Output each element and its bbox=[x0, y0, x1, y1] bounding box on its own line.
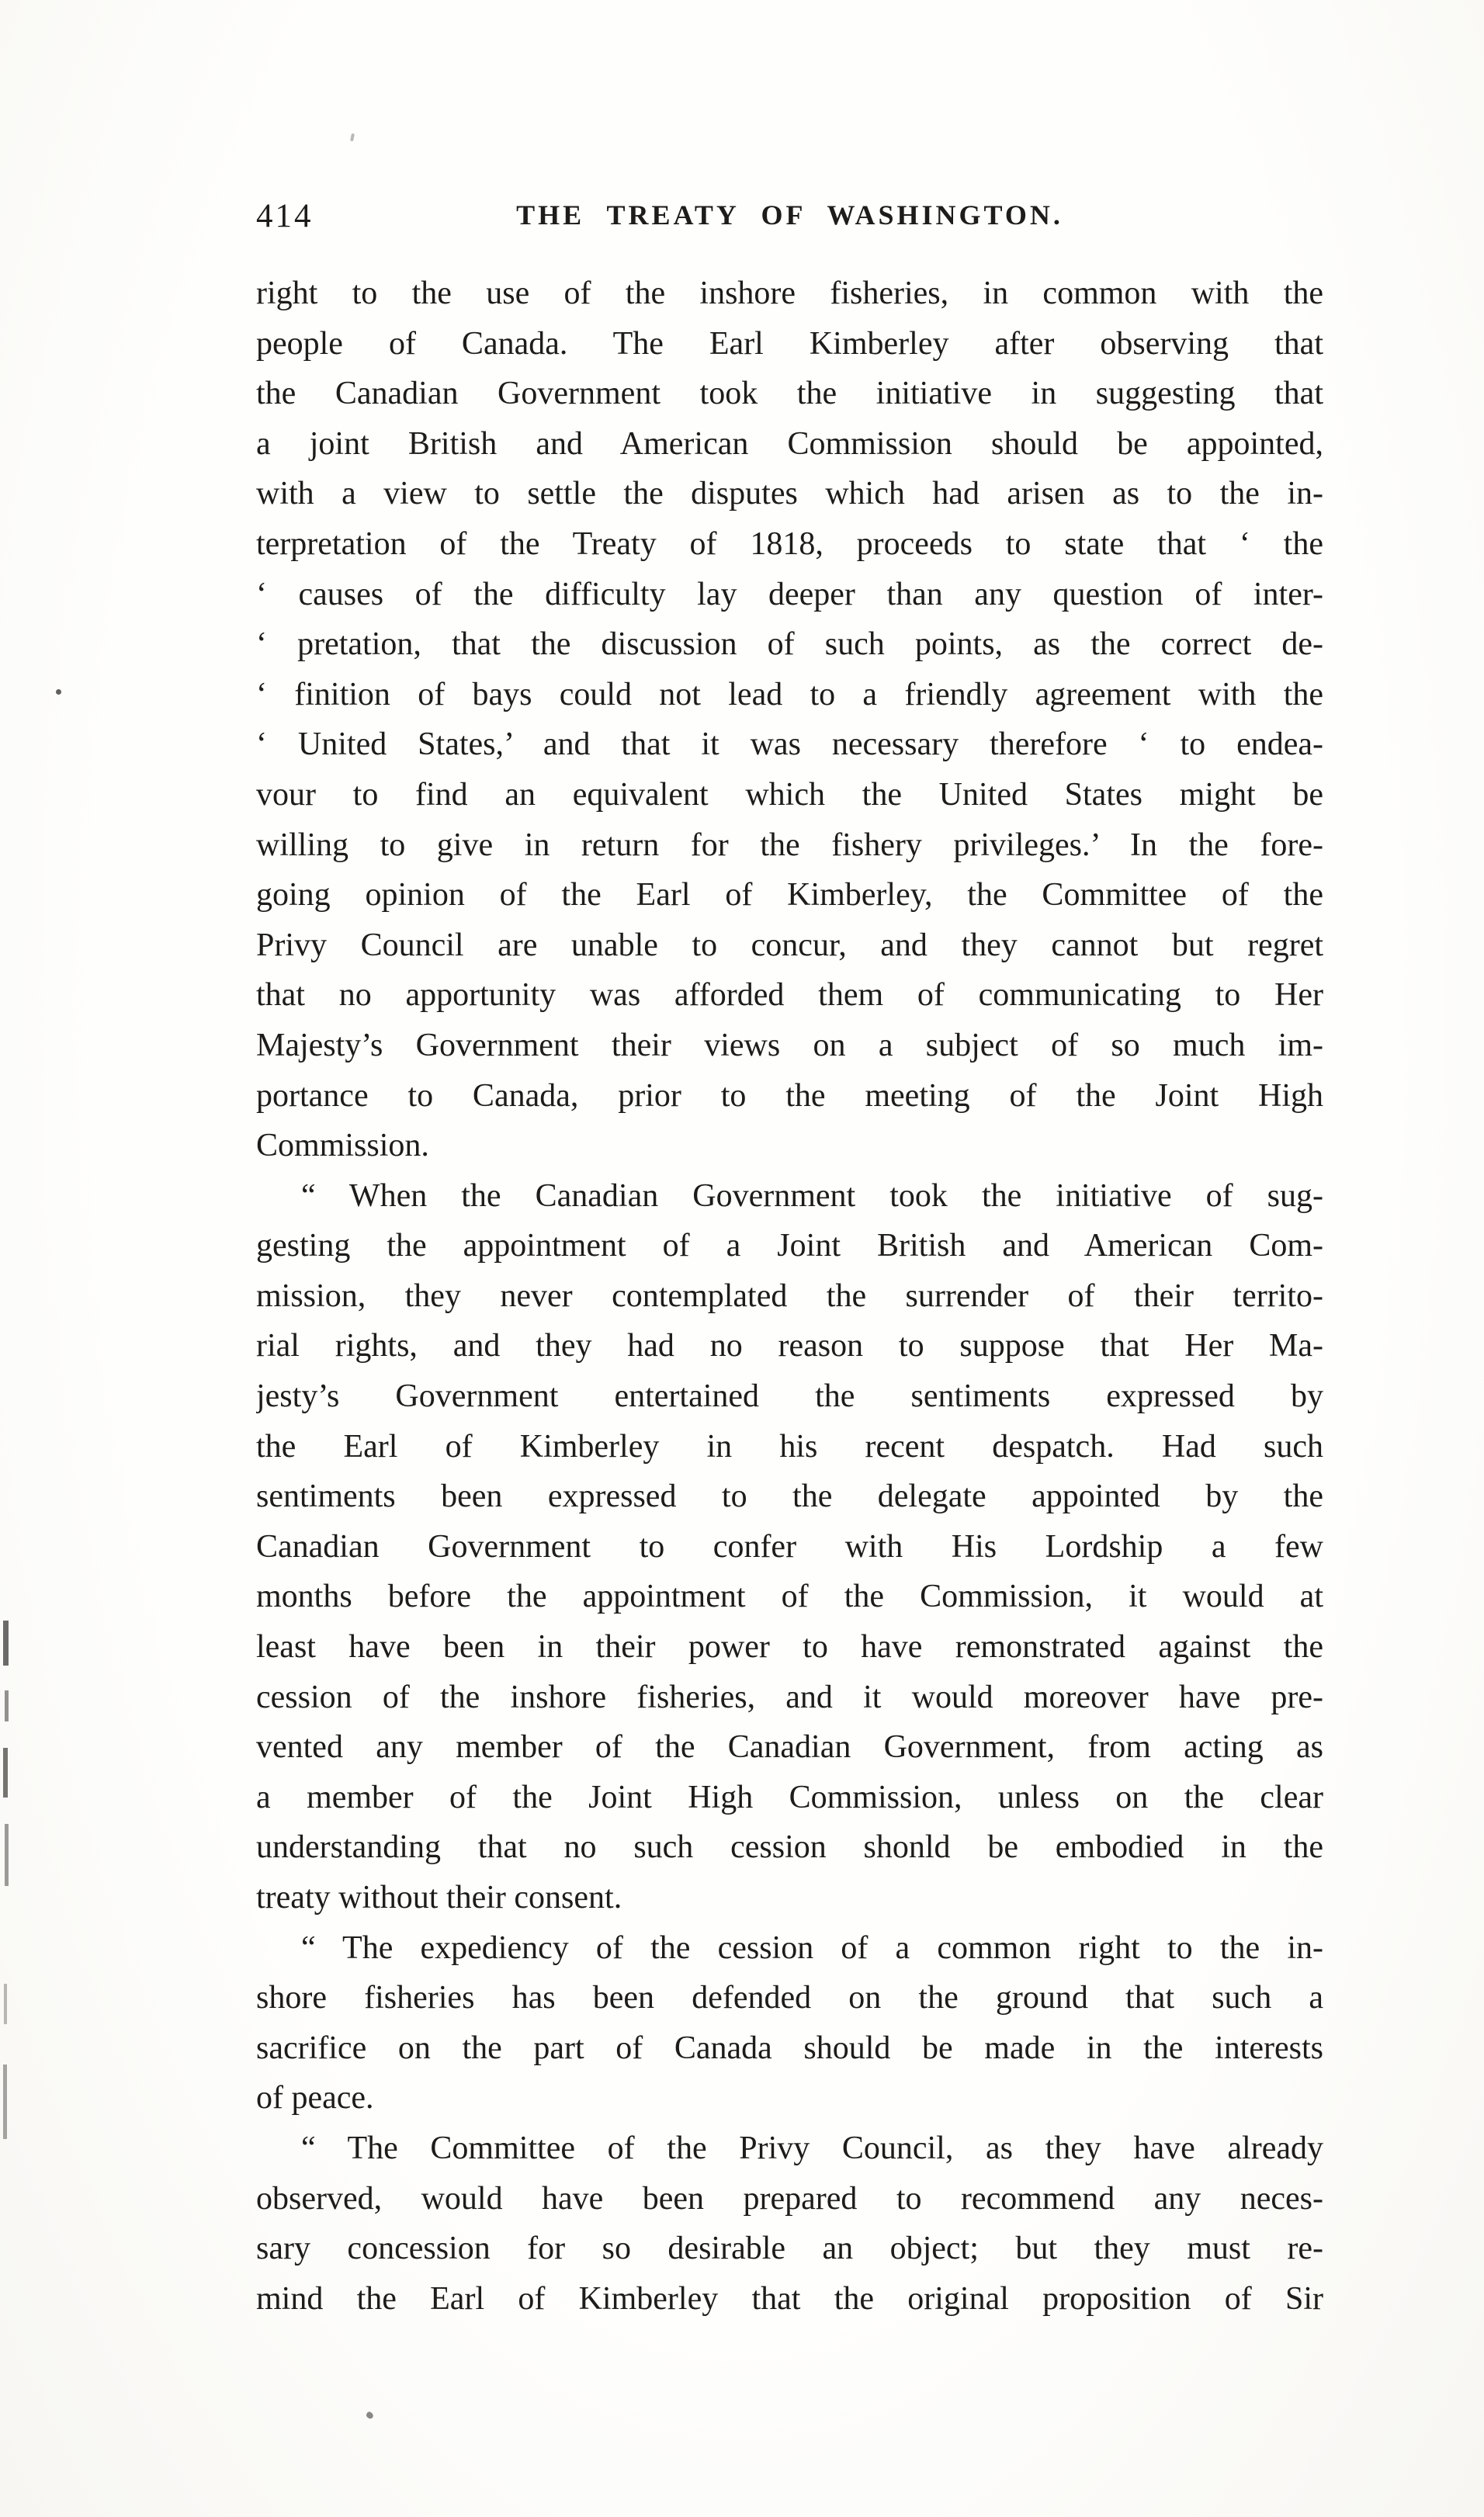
text-line: vented any member of the Canadian Government, from acting as bbox=[256, 1729, 1323, 1766]
running-title: THE TREATY OF WASHINGTON. bbox=[516, 199, 1063, 231]
text-line: “ When the Canadian Government took the initiative of sug- bbox=[301, 1177, 1323, 1214]
text-line: the Canadian Government took the initiative in suggesting that bbox=[256, 376, 1323, 412]
text-line: right to the use of the inshore fisheries, in common with the bbox=[256, 276, 1323, 311]
text-line: ‘ finition of bays could not lead to a friendly agreement with the bbox=[256, 676, 1323, 712]
text-line: understanding that no such cession shonld be embodied in the bbox=[256, 1829, 1323, 1866]
scan-artifact bbox=[5, 1824, 9, 1886]
paragraph bbox=[256, 1923, 1323, 2124]
text-line: terpretation of the Treaty of 1818, proceeds to state that ‘ the bbox=[256, 525, 1323, 562]
scan-artifact bbox=[5, 1690, 9, 1721]
text-line: people of Canada. The Earl Kimberley after observing that bbox=[256, 325, 1323, 362]
text-line: observed, would have been prepared to recommend any neces- bbox=[256, 2180, 1323, 2217]
text-line: rial rights, and they had no reason to suppose that Her Ma- bbox=[256, 1328, 1323, 1364]
scan-artifact bbox=[56, 689, 61, 695]
text-line: jesty’s Government entertained the sentiments expressed by bbox=[256, 1378, 1323, 1415]
paragraph bbox=[256, 1171, 1323, 1923]
scan-artifact bbox=[4, 1984, 7, 2024]
text-line: least have been in their power to have remonstrated against the bbox=[256, 1629, 1323, 1666]
text-line: that no apportunity was afforded them of communicating to Her bbox=[256, 977, 1323, 1014]
scan-artifact bbox=[3, 2065, 7, 2139]
text-line: sacrifice on the part of Canada should be made in the interests bbox=[256, 2030, 1323, 2066]
paragraph bbox=[256, 269, 1323, 1171]
text-body bbox=[256, 269, 1323, 2324]
text-line: cession of the inshore fisheries, and it would moreover have pre- bbox=[256, 1679, 1323, 1715]
paragraph bbox=[256, 2124, 1323, 2324]
text-line: sentiments been expressed to the delegate appointed by the bbox=[256, 1479, 1323, 1515]
text-line: the Earl of Kimberley in his recent despatch. Had such bbox=[256, 1428, 1323, 1465]
text-line: Privy Council are unable to concur, and they cannot but regret bbox=[256, 927, 1323, 963]
text-line: of peace. bbox=[256, 2080, 374, 2117]
text-line: “ The Committee of the Privy Council, as they have already bbox=[301, 2130, 1323, 2166]
page-number: 414 bbox=[256, 198, 314, 234]
text-line: gesting the appointment of a Joint British and American Com- bbox=[256, 1228, 1323, 1264]
text-line: sary concession for so desirable an object; but they must re- bbox=[256, 2231, 1323, 2267]
scan-artifact bbox=[3, 1748, 8, 1798]
scan-artifact bbox=[3, 1621, 9, 1666]
text-line: shore fisheries has been defended on the ground that such a bbox=[256, 1980, 1323, 2016]
text-line: mind the Earl of Kimberley that the original proposition of Sir bbox=[256, 2280, 1323, 2317]
text-line: willing to give in return for the fishery privileges.’ In the fore- bbox=[256, 827, 1323, 863]
text-line: vour to find an equivalent which the United States might be bbox=[256, 776, 1323, 813]
text-line: a joint British and American Commission should be appointed, bbox=[256, 425, 1323, 462]
text-line: Commission. bbox=[256, 1128, 429, 1164]
text-line: treaty without their consent. bbox=[256, 1880, 622, 1915]
text-line: ‘ United States,’ and that it was necessary therefore ‘ to endea- bbox=[256, 726, 1323, 763]
text-line: a member of the Joint High Commission, unless on the clear bbox=[256, 1779, 1323, 1815]
text-line: going opinion of the Earl of Kimberley, the Committee of the bbox=[256, 877, 1323, 914]
text-line: mission, they never contemplated the surrender of their territo- bbox=[256, 1278, 1323, 1314]
text-line: portance to Canada, prior to the meeting of the Joint High bbox=[256, 1077, 1323, 1114]
text-line: with a view to settle the disputes which had arisen as to the in- bbox=[256, 476, 1323, 512]
text-line: “ The expediency of the cession of a common right to the in- bbox=[301, 1929, 1323, 1966]
scan-artifact bbox=[350, 133, 355, 142]
text-line: ‘ pretation, that the discussion of such points, as the correct de- bbox=[256, 626, 1323, 663]
page-header bbox=[256, 191, 1323, 245]
text-line: months before the appointment of the Commission, it would at bbox=[256, 1579, 1323, 1615]
scan-artifact bbox=[366, 2411, 375, 2419]
text-line: Canadian Government to confer with His Lordship a few bbox=[256, 1528, 1323, 1565]
text-line: ‘ causes of the difficulty lay deeper than any question of inter- bbox=[256, 576, 1323, 612]
text-line: Majesty’s Government their views on a subject of so much im- bbox=[256, 1027, 1323, 1063]
